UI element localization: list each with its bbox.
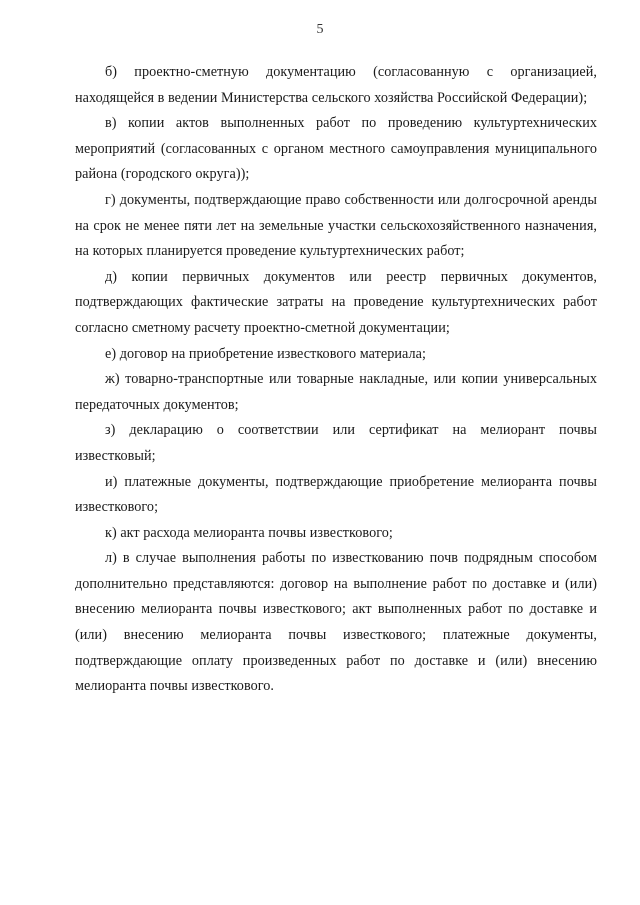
list-item-zh: ж) товарно-транспортные или товарные накладные, или копии универсальных передаточных документов; xyxy=(75,371,597,413)
list-item-v: в) копии актов выполненных работ по проведению культуртехнических мероприятий (согласованных с органом местного самоуправления муниципального района (городского округа)); xyxy=(75,115,597,183)
list-item-i: и) платежные документы, подтверждающие приобретение мелиоранта почвы известкового; xyxy=(75,473,597,516)
document-body xyxy=(75,60,597,700)
list-item-z: з) декларацию о соответствии или сертификат на мелиорант почвы известковый; xyxy=(75,422,597,464)
list-item-g: г) документы, подтверждающие право собственности или долгосрочной аренды на срок не менее пяти лет на земельные участки сельскохозяйственного назначения, на которых планируется проведение культуртехнических работ; xyxy=(75,191,597,260)
page-number: 5 xyxy=(316,22,324,37)
list-item-e: е) договор на приобретение известкового материала; xyxy=(105,345,426,362)
list-item-d: д) копии первичных документов или реестр первичных документов, подтверждающих фактические затраты на проведение культуртехнических работ согласно сметному расчету проектно-сметной документации; xyxy=(75,268,597,336)
list-item-b: б) проектно-сметную документацию (согласованную с организацией, находящейся в ведении Министерства сельского хозяйства Российской Федерации); xyxy=(75,64,597,106)
list-item-k: к) акт расхода мелиоранта почвы известкового; xyxy=(105,524,393,541)
list-item-l: л) в случае выполнения работы по известкованию почв подрядным способом дополнительно представляются: договор на выполнение работ по доставке и (или) внесению мелиоранта почвы известкового; акт выполненных работ по доставке и (или) внесению мелиоранта почвы известкового; платежные документы, подтверждающие оплату произведенных работ по доставке и (или) внесению мелиоранта почвы известкового. xyxy=(75,550,597,695)
